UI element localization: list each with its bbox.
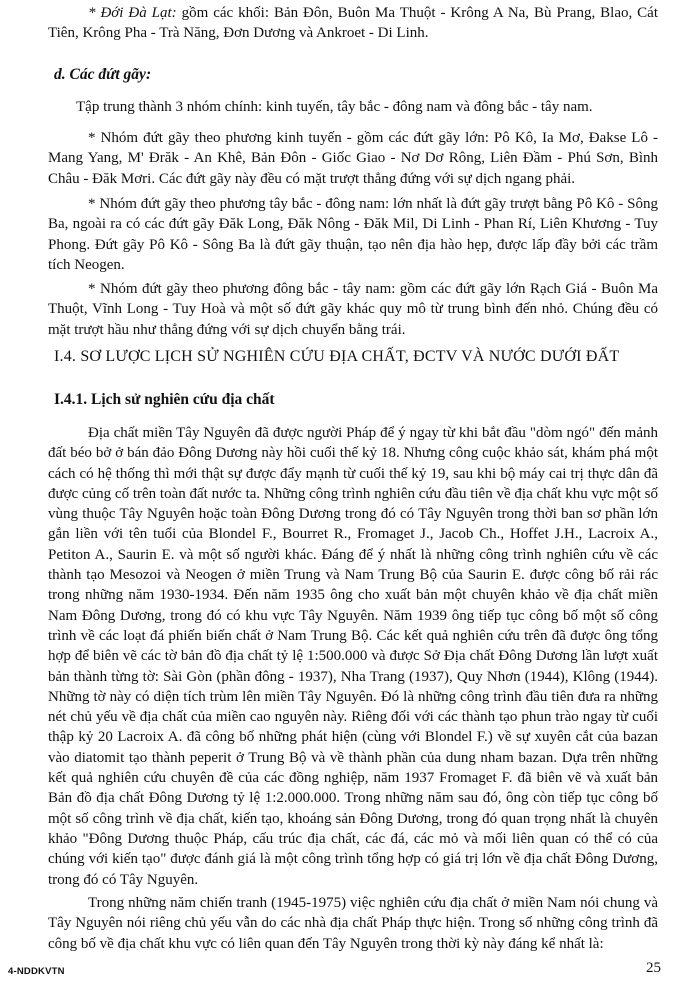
dalat-zone-lead: * Đới Đà Lạt: xyxy=(88,5,177,21)
heading-geology-history: I.4.1. Lịch sử nghiên cứu địa chất xyxy=(54,391,275,408)
paragraph-fault-groups: Tập trung thành 3 nhóm chính: kinh tuyến, tây bắc - đông nam và đông bắc - tây nam. xyxy=(76,99,593,115)
page-number: 25 xyxy=(646,960,661,976)
paragraph-dalat-zone xyxy=(48,3,658,44)
dalat-zone-text: gồm các khối: Bản Đôn, Buôn Ma Thuột - Krông A Na, Bù Prang, Blao, Cát Tiên, Krông Pha - Trà Năng, Đơn Dương và Ankroet - Di Linh. xyxy=(48,5,658,42)
paragraph-northwest-faults: * Nhóm đứt gãy theo phương tây bắc - đông nam: lớn nhất là đứt gãy trượt bằng Pô Kô - Sông Ba, ngoài ra có các đứt gãy Đăk Long, Đăk Nông - Đăk Mil, Di Linh - Phan Rí, Liên Khương - Tuy Phong. Đứt gãy Pô Kô - Sông Ba là đứt gãy thuận, tạo nên địa hào hẹp, được lấp đầy bởi các trầm tích Neogen. xyxy=(48,196,658,273)
footer-book-code: 4-NDDKVTN xyxy=(8,966,65,977)
heading-faults: d. Các đứt gãy: xyxy=(54,66,152,83)
paragraph-geology-history: Địa chất miền Tây Nguyên đã được người Pháp để ý ngay từ khi bắt đầu "dòm ngó" đến mảnh đất béo bở ở bán đảo Đông Dương này hồi cuối thế kỷ 18. Nhưng công cuộc khảo sát, khám phá một cách có hệ thống thì mới thật sự được đẩy mạnh từ cuối thế kỷ 19, sau khi bộ máy cai trị thực dân đã được củng cố trên toàn đất nước ta. Những công trình nghiên cứu đầu tiên về địa chất khu vực một số vùng thuộc Tây Nguyên hoặc toàn Đông Dương trong đó có Tây Nguyên trong thời ban sơ phần lớn gắn liền với tên tuổi của Blondel F., Bourret R., Fromaget J., Jacob Ch., Hoffet J.H., Lacroix A., Petiton A., Saurin E. và một số người khác. Đáng để ý nhất là những công trình nghiên cứu về các thành tạo Mesozoi và Neogen ở miền Trung và Nam Trung Bộ của Saurin E. được công bố rải rác trong những năm 1930-1934. Đến năm 1935 ông cho xuất bản một chuyên khảo về địa chất miền Nam Đông Dương, trong đó có khu vực Tây Nguyên. Năm 1939 ông tiếp tục công bố một số công trình về các loạt đá phiến biến chất ở Nam Trung Bộ. Các kết quả nghiên cứu trên đã được ông tổng hợp để biên vẽ các tờ bản đồ địa chất tỷ lệ 1:500.000 và được Sở Địa chất Đông Dương lần lượt xuất bản thành từng tờ: Sài Gòn (phần đông - 1937), Nha Trang (1937), Quy Nhơn (1944), Klông (1944). Những tờ này có diện tích trùm lên miền Tây Nguyên. Đó là những công trình đầu tiên đưa ra những nét chủ yếu về địa chất của miền cao nguyên này. Riêng đối với các thành tạo phun trào ngay từ cuối thập kỷ 20 Lacroix A. đã công bố những phát hiện (cùng với Blondel F.) về sự xuyên cắt của bazan vào diatomit tạo thành peperit ở Trung Bộ và về thành phần của dung nham bazan. Dựa trên những kết quả nghiên cứu chuyên đề của các đồng nghiệp, năm 1937 Fromaget F. đã biên vẽ và xuất bản Bản đồ địa chất Đông Dương tỷ lệ 1:2.000.000. Trong những năm sau đó, ông còn tiếp tục công bố một số công trình về địa chất, kiến tạo, khoáng sản Đông Dương, trong đó quan trọng nhất là chuyên khảo "Đông Dương thuộc Pháp, cấu trúc địa chất, các đá, các mỏ và mối liên quan có thể có của chúng với kiến tạo" được đánh giá là một công trình tổng hợp có giá trị lớn về địa chất Đông Dương, trong đó có Tây Nguyên. xyxy=(48,425,658,888)
paragraph-meridian-faults: * Nhóm đứt gãy theo phương kinh tuyến - gồm các đứt gãy lớn: Pô Kô, Ia Mơ, Đakse Lô - Mang Yang, M' Đrăk - An Khê, Bản Đôn - Giốc Giao - Nơ Dơ Rông, Liên Đầm - Phú Sơn, Bình Châu - Đăk Mơri. Các đứt gãy này đều có mặt trượt thẳng đứng với sự dịch ngang phải. xyxy=(48,130,658,187)
paragraph-northeast-faults: * Nhóm đứt gãy theo phương đông bắc - tây nam: gồm các đứt gãy lớn Rạch Giá - Buôn Ma Thuột, Vĩnh Long - Tuy Hoà và một số đứt gãy khác quy mô từ trung bình đến nhỏ. Chúng đều có mặt trượt hầu như thẳng đứng với sự dịch chuyển bằng trái. xyxy=(48,281,658,338)
heading-section-history: I.4. SƠ LƯỢC LỊCH SỬ NGHIÊN CỨU ĐỊA CHẤT, ĐCTV VÀ NƯỚC DƯỚI ĐẤT xyxy=(54,348,620,365)
paragraph-war-period: Trong những năm chiến tranh (1945-1975) việc nghiên cứu địa chất ở miền Nam nói chung và Tây Nguyên nói riêng chủ yếu vẫn do các nhà địa chất Pháp thực hiện. Trong số những công trình đã công bố về địa chất khu vực có liên quan đến Tây Nguyên trong thời kỳ này đáng kể nhất là: xyxy=(48,895,658,952)
